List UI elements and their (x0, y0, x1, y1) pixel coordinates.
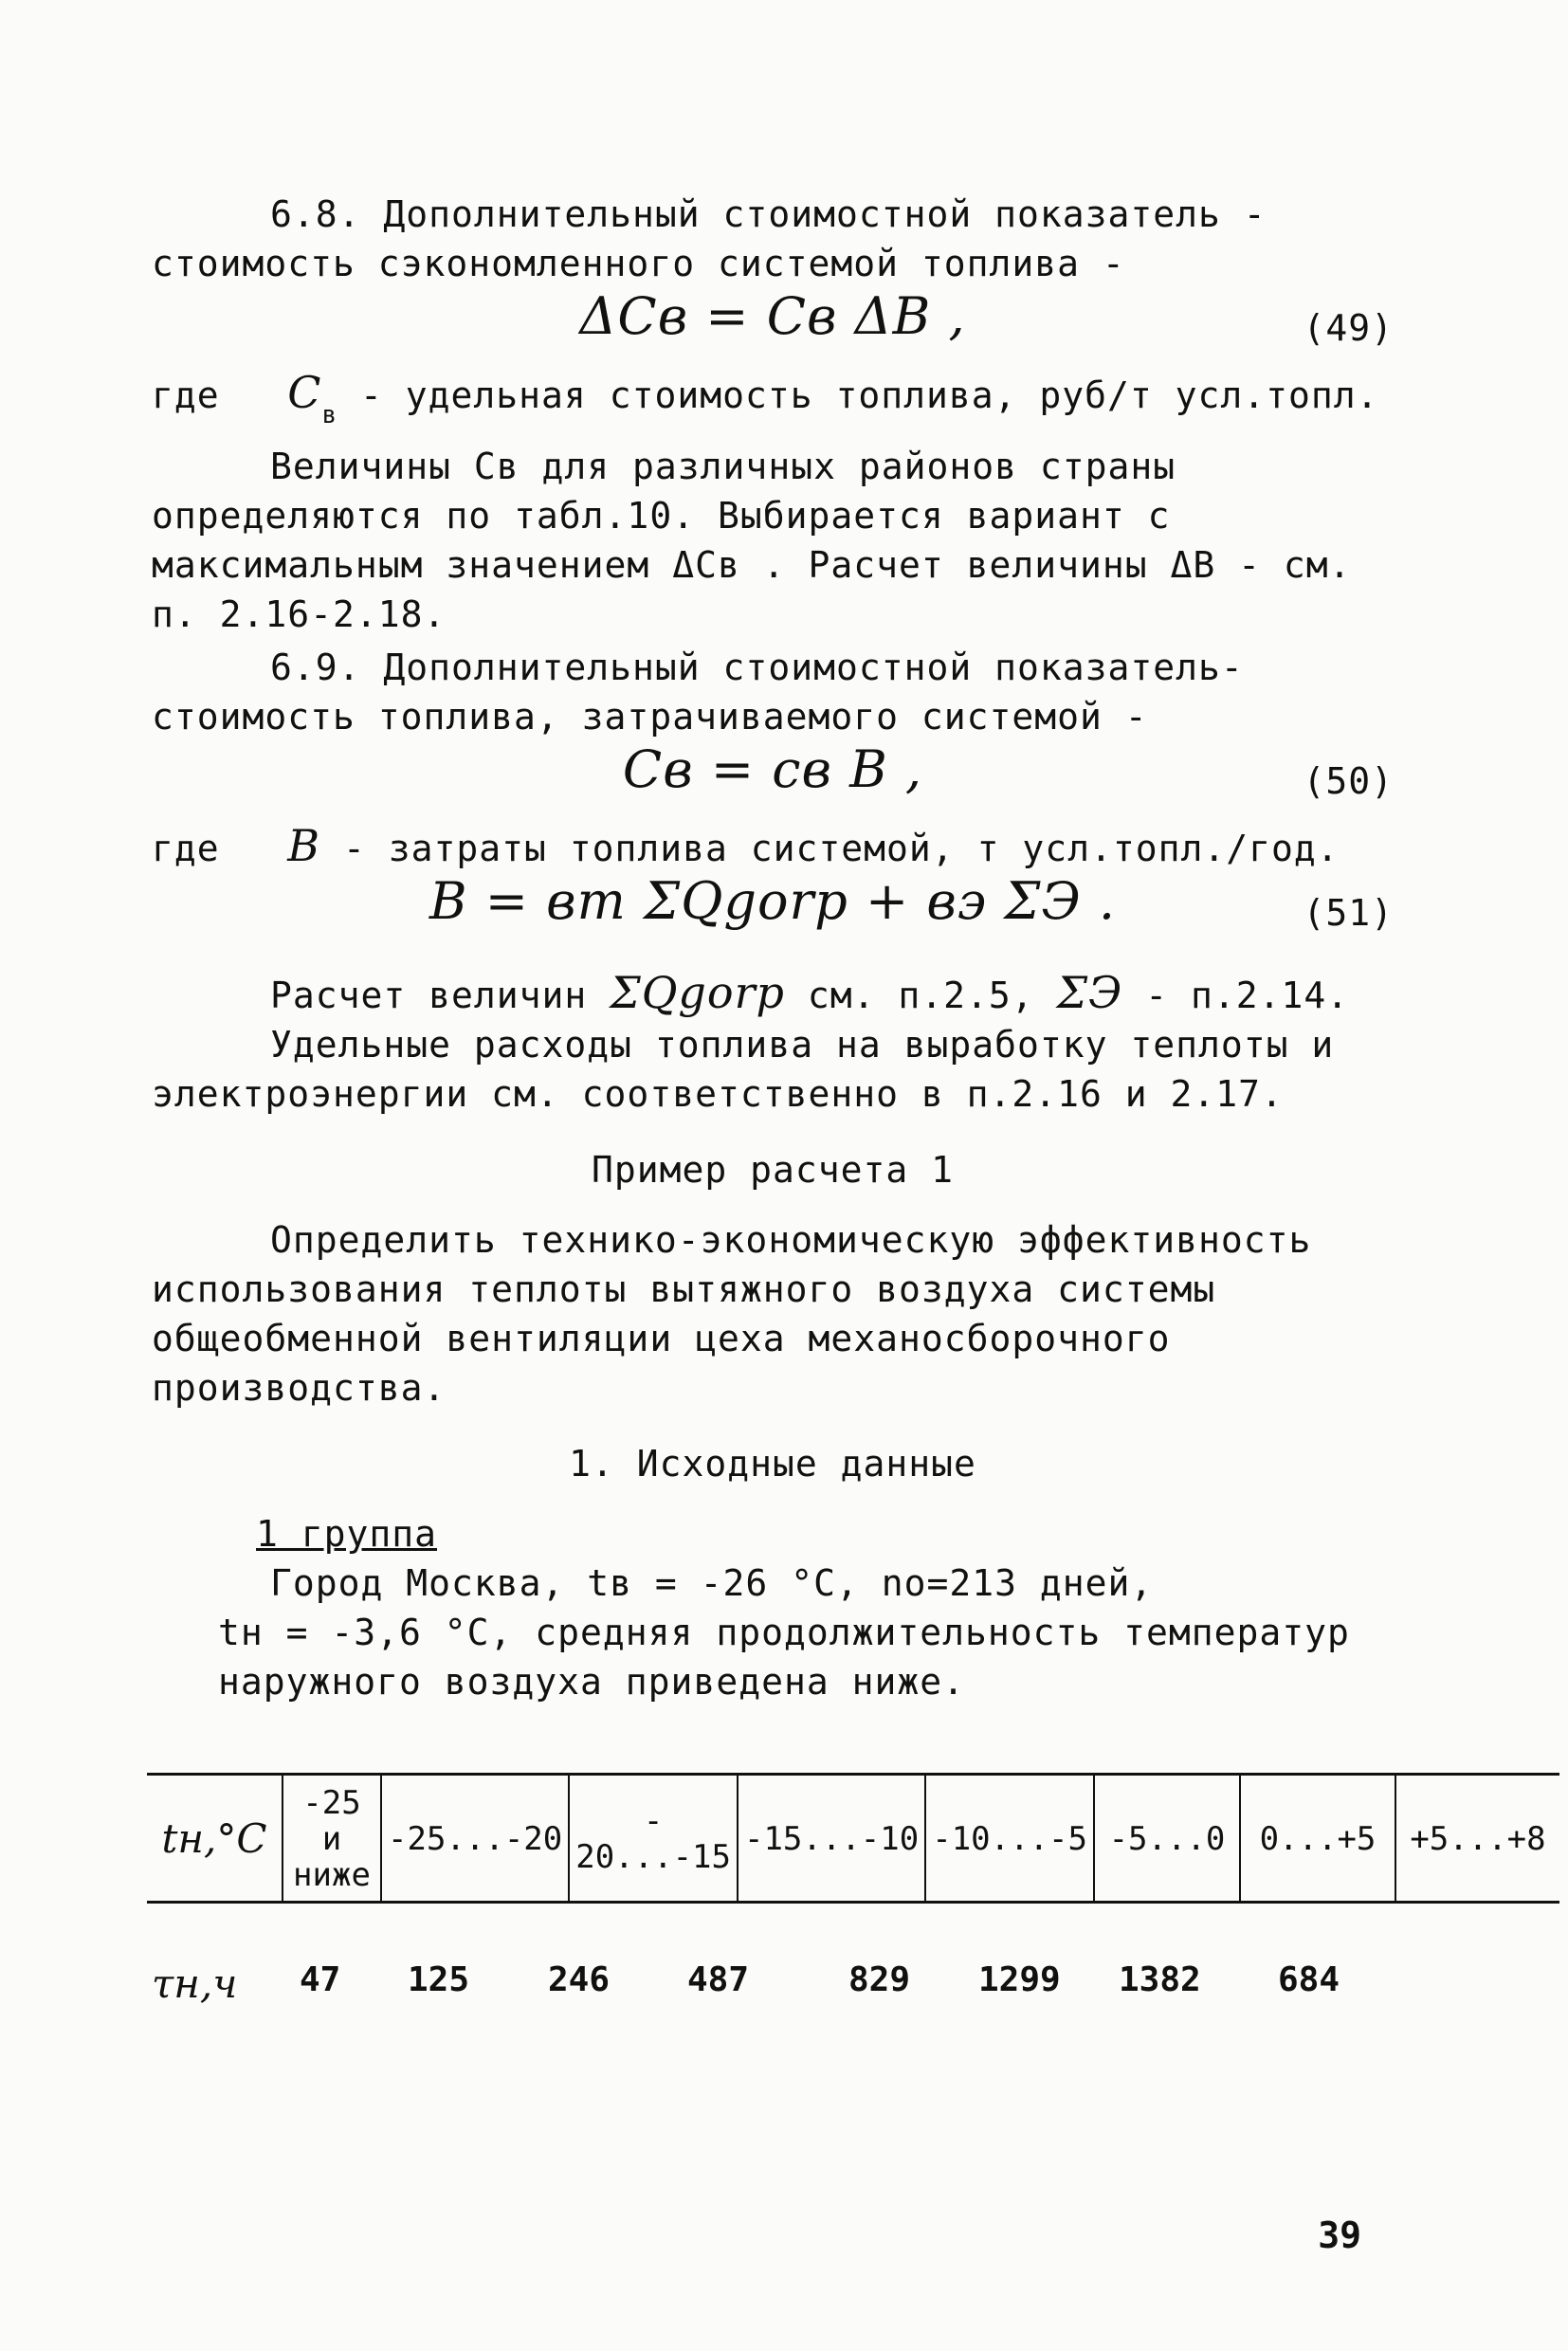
calc-symbol-e: ΣЭ (1056, 967, 1123, 1018)
document-page (152, 190, 1394, 1706)
table-cell: +5...+8 (1395, 1775, 1559, 1903)
calc-text-b: см. п.2.5, (807, 975, 1034, 1016)
duration-value: 1299 (978, 1960, 1061, 1999)
group-label: 1 группа (256, 1513, 438, 1555)
table-cell: -25...-20 (381, 1775, 569, 1903)
duration-value: 246 (548, 1960, 611, 1999)
formula-51-number: (51) (1303, 892, 1394, 934)
paragraph-calc-line1 (152, 968, 1394, 1020)
table-cell: -25 и ниже (283, 1775, 381, 1903)
calc-text-a: Расчет величин (270, 975, 588, 1016)
where-description: - затраты топлива системой, т усл.топл./год. (342, 828, 1340, 869)
calc-text-c: - п.2.14. (1145, 975, 1350, 1016)
formula-51 (152, 871, 1394, 945)
source-data-title: 1. Исходные данные (569, 1443, 976, 1485)
example-title: Пример расчета 1 (591, 1149, 955, 1191)
duration-value: 47 (300, 1960, 341, 1999)
formula-51-expression: B = вт ΣQgorp + вэ ΣЭ . (428, 871, 1117, 931)
formula-49-expression: ΔCв = Cв ΔB , (579, 286, 966, 346)
paragraph-calc-line2: Удельные расходы топлива на выработку теплоты и электроэнергии см. соответственно в п.2.16 и 2.17. (152, 1024, 1335, 1115)
formula-49-number: (49) (1303, 307, 1394, 349)
formula-50 (152, 739, 1394, 813)
duration-row (152, 1960, 1403, 2017)
table-header-label: tн,°C (161, 1815, 267, 1862)
formula-50-expression: Cв = cв B , (622, 739, 923, 799)
duration-value: 487 (687, 1960, 750, 1999)
table-cell: -5...0 (1094, 1775, 1240, 1903)
paragraph-6-9: 6.9. Дополнительный стоимостной показатель-стоимость топлива, затрачиваемого системой - (152, 647, 1244, 738)
formula-49 (152, 286, 1394, 360)
page-number: 39 (1318, 2214, 1361, 2256)
temperature-table (147, 1773, 1559, 1904)
source-data-line2: tн = -3,6 °C, средняя продолжительность температур наружного воздуха приведена ниже. (218, 1612, 1350, 1703)
paragraph-values: Величины Cв для различных районов страны определяются по табл.10. Выбирается вариант с максимальным значением ΔCв . Расчет величины ΔB - см. п. 2.16-2.18. (152, 446, 1352, 635)
table-cell: 0...+5 (1240, 1775, 1395, 1903)
calc-symbol-q: ΣQgorp (610, 967, 785, 1018)
source-data-line1: Город Москва, tв = -26 °C, nо=213 дней, (270, 1562, 1154, 1604)
table-cell: -10...-5 (925, 1775, 1094, 1903)
where-symbol: B (287, 820, 321, 871)
example-text: Определить технико-экономическую эффективность использования теплоты вытяжного воздуха системы общеобменной вентиляции цеха механосборочного производства. (152, 1219, 1312, 1409)
table-row (147, 1775, 1559, 1903)
where-clause-49 (152, 367, 1394, 429)
duration-value: 1382 (1119, 1960, 1201, 1999)
paragraph-6-8: 6.8. Дополнительный стоимостной показатель - стоимость сэкономленного системой топлива - (152, 193, 1267, 284)
where-clause-50 (152, 821, 1394, 873)
table-cell: - 20...-15 (569, 1775, 738, 1903)
duration-label: τн,ч (152, 1960, 238, 2007)
where-symbol: C (287, 367, 322, 418)
where-prefix: где (152, 828, 220, 869)
duration-value: 125 (408, 1960, 470, 1999)
where-description: - удельная стоимость топлива, руб/т усл.топл. (360, 374, 1379, 416)
formula-50-number: (50) (1303, 760, 1394, 802)
table-cell: -15...-10 (738, 1775, 925, 1903)
where-subscript: в (321, 401, 338, 429)
duration-value: 829 (848, 1960, 911, 1999)
duration-value: 684 (1278, 1960, 1340, 1999)
where-prefix: где (152, 374, 220, 416)
